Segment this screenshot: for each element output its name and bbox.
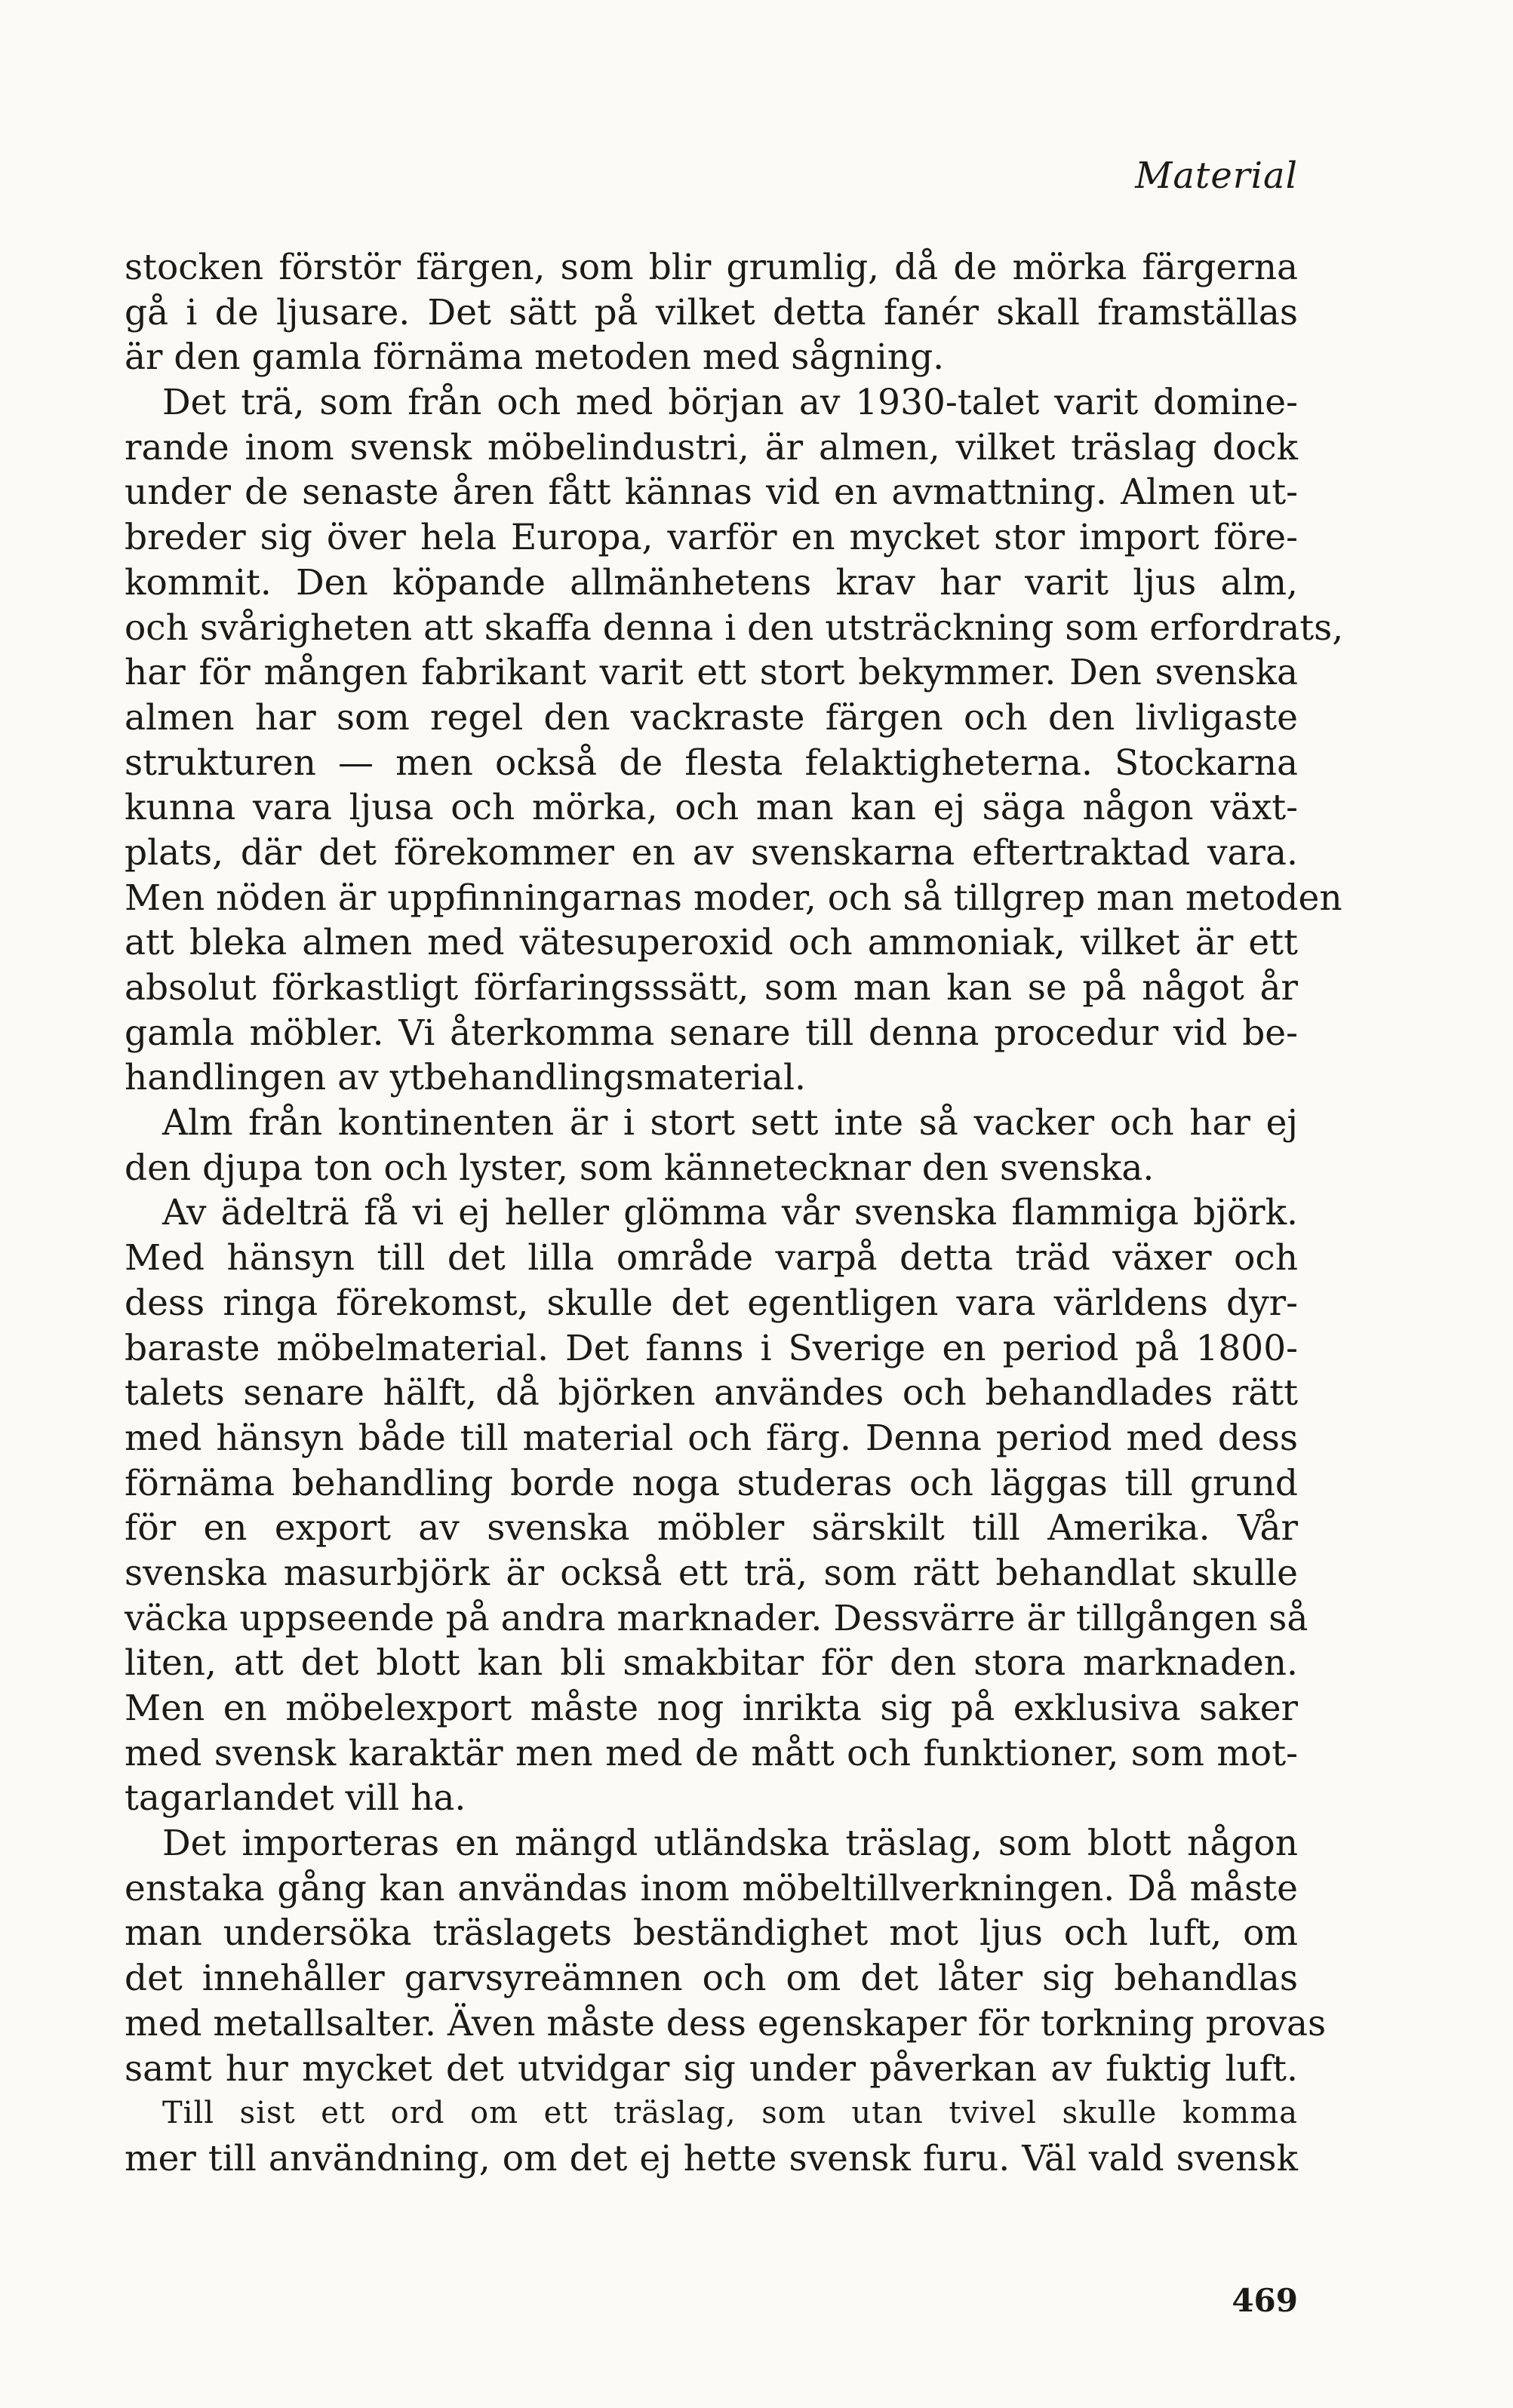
- text-line: rande inom svensk möbelindustri, är almen, vilket träslag dock: [125, 426, 1298, 468]
- text-line: väcka uppseende på andra marknader. Dessvärre är tillgången så: [125, 1597, 1308, 1639]
- text-line: mer till användning, om det ej hette svensk furu. Väl vald svensk: [125, 2137, 1298, 2179]
- text-line: förnäma behandling borde noga studeras och läggas till grund: [125, 1462, 1298, 1504]
- text-line: almen har som regel den vackraste färgen och den livligaste: [125, 696, 1298, 739]
- text-line: har för mången fabrikant varit ett stort bekymmer. Den svenska: [125, 652, 1298, 694]
- text-line: Alm från kontinenten är i stort sett inte så vacker och har ej: [162, 1102, 1298, 1144]
- text-line: stocken förstör färgen, som blir grumlig, då de mörka färgerna: [125, 247, 1298, 288]
- text-line: breder sig över hela Europa, varför en mycket stor import före-: [125, 517, 1298, 559]
- text-line: och svårigheten att skaffa denna i den utsträckning som erfordrats,: [125, 607, 1344, 649]
- text-line: samt hur mycket det utvidgar sig under påverkan av fuktig luft.: [125, 2047, 1298, 2090]
- text-line: kunna vara ljusa och mörka, och man kan ej säga någon växt-: [125, 787, 1298, 829]
- text-line: strukturen — men också de flesta felaktigheterna. Stockarna: [125, 742, 1298, 784]
- text-line: den djupa ton och lyster, som kännetecknar den svenska.: [125, 1147, 1155, 1189]
- text-line: Men en möbelexport måste nog inrikta sig på exklusiva saker: [125, 1688, 1298, 1729]
- text-line: dess ringa förekomst, skulle det egentligen vara världens dyr-: [125, 1282, 1298, 1324]
- text-line: plats, där det förekommer en av svenskarna eftertraktad vara.: [125, 831, 1298, 874]
- text-line: kommit. Den köpande allmänhetens krav har varit ljus alm,: [125, 561, 1298, 604]
- text-line: med metallsalter. Även måste dess egenskaper för torkning provas: [125, 2002, 1327, 2044]
- text-line: tagarlandet vill ha.: [125, 1777, 466, 1820]
- text-line: Av ädelträ få vi ej heller glömma vår svenska flammiga björk.: [162, 1192, 1298, 1234]
- text-line: Det trä, som från och med början av 1930-talet varit domine-: [162, 382, 1298, 424]
- text-line: med svensk karaktär men med de mått och funktioner, som mot-: [125, 1732, 1298, 1774]
- text-line: handlingen av ytbehandlingsmaterial.: [125, 1057, 806, 1099]
- text-line: Med hänsyn till det lilla område varpå detta träd växer och: [125, 1237, 1298, 1279]
- text-line: svenska masurbjörk är också ett trä, som rätt behandlat skulle: [125, 1552, 1298, 1594]
- text-line: Det importeras en mängd utländska träslag, som blott någon: [162, 1823, 1298, 1865]
- text-line: Till sist ett ord om ett träslag, som utan tvivel skulle komma: [162, 2096, 1298, 2131]
- text-line: gå i de ljusare. Det sätt på vilket detta fanér skall framställas: [125, 291, 1298, 333]
- body-text: [125, 245, 1344, 2182]
- text-line: under de senaste åren fått kännas vid en avmattning. Almen ut-: [125, 471, 1298, 514]
- text-line: att bleka almen med vätesuperoxid och ammoniak, vilket är ett: [125, 922, 1298, 964]
- text-line: enstaka gång kan användas inom möbeltillverkningen. Då måste: [125, 1867, 1298, 1909]
- text-line: Men nöden är uppfinningarnas moder, och så tillgrep man metoden: [125, 877, 1342, 919]
- text-line: liten, att det blott kan bli smakbitar för den stora marknaden.: [125, 1642, 1298, 1685]
- text-line: det innehåller garvsyreämnen och om det låter sig behandlas: [125, 1958, 1298, 2000]
- text-line: för en export av svenska möbler särskilt till Amerika. Vår: [125, 1507, 1298, 1550]
- text-line: man undersöka träslagets beständighet mot ljus och luft, om: [125, 1912, 1298, 1955]
- running-head: Material: [1135, 155, 1298, 197]
- text-line: gamla möbler. Vi återkomma senare till denna procedur vid be-: [125, 1012, 1298, 1054]
- text-line: är den gamla förnäma metoden med sågning.: [125, 336, 945, 379]
- text-line: absolut förkastligt förfaringsssätt, som man kan se på något år: [125, 967, 1298, 1009]
- text-line: med hänsyn både till material och färg. Denna period med dess: [125, 1417, 1298, 1459]
- page-number: 469: [1232, 2282, 1298, 2319]
- text-line: baraste möbelmaterial. Det fanns i Sverige en period på 1800-: [125, 1327, 1298, 1369]
- text-line: talets senare hälft, då björken användes och behandlades rätt: [125, 1372, 1298, 1414]
